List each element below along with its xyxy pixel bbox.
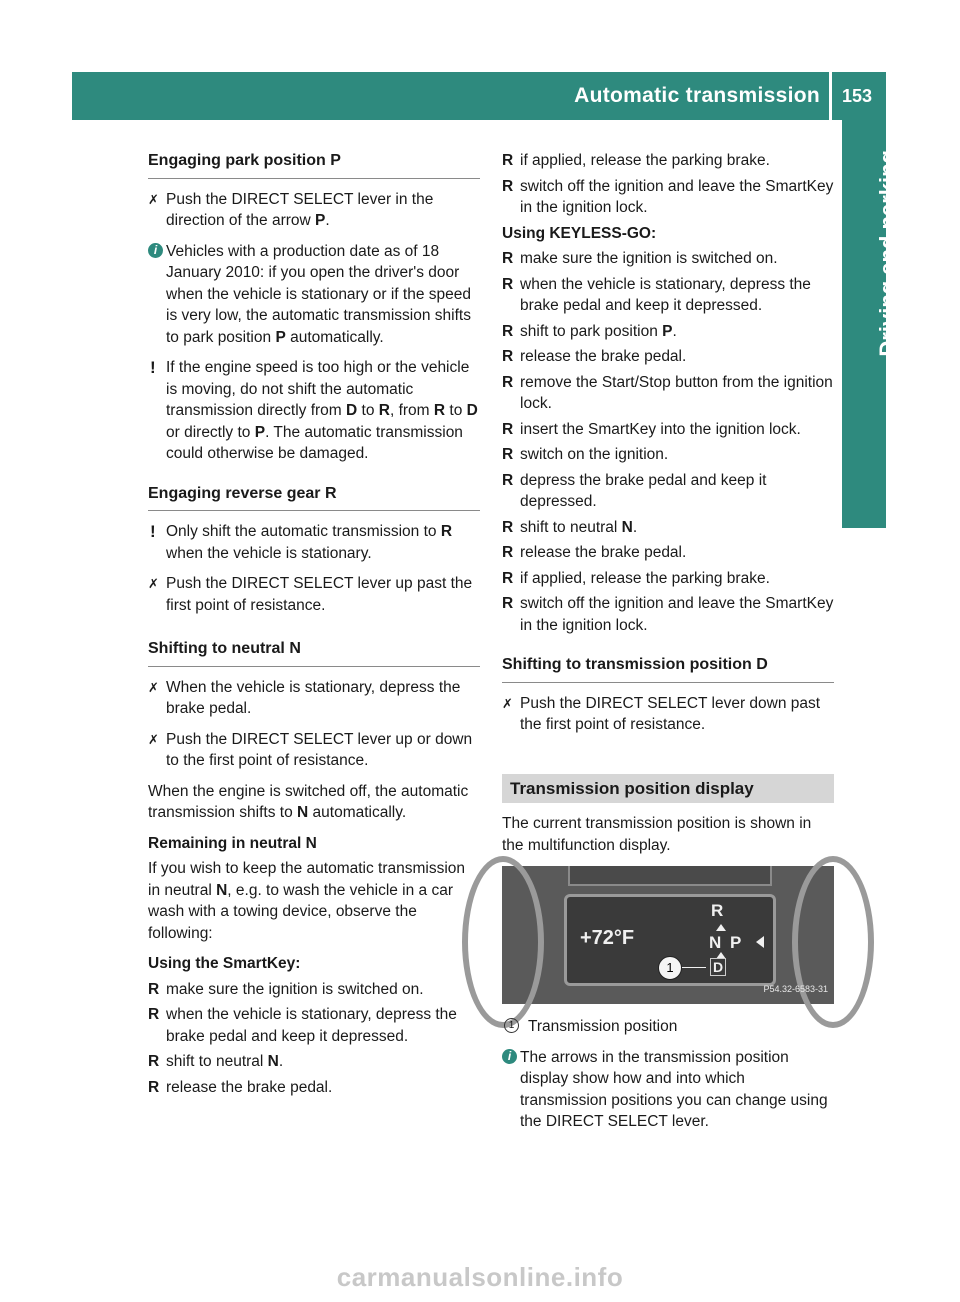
- list-item-text: release the brake pedal.: [520, 348, 687, 365]
- paragraph-text-bold: N: [216, 881, 228, 899]
- list-item: [502, 372, 834, 415]
- figure-code: P54.32-6583-31: [763, 983, 828, 994]
- warning-text-bold: D: [466, 402, 478, 419]
- warning-text-bold: D: [346, 402, 358, 419]
- bullet-icon: R: [502, 595, 514, 612]
- heading-engaging-park: Engaging park position P: [148, 150, 480, 179]
- heading-engaging-reverse: Engaging reverse gear R: [148, 483, 480, 512]
- warning-note: [148, 521, 480, 564]
- step-item: [148, 573, 480, 616]
- warning-note: [148, 357, 480, 465]
- step-item: [148, 189, 480, 232]
- paragraph: The current transmission position is shown in the multifunction display.: [502, 815, 812, 854]
- warning-text-bold: R: [440, 523, 453, 540]
- bullet-icon: R: [502, 322, 514, 340]
- list-item-text: .: [672, 322, 677, 340]
- page-number: 153: [842, 86, 873, 106]
- step-item: [148, 677, 480, 720]
- note-text-bold: P: [275, 328, 286, 346]
- list-item: [502, 444, 834, 466]
- bullet-icon: R: [148, 980, 160, 998]
- list-item-text: .: [632, 518, 638, 536]
- info-icon: i: [502, 1049, 517, 1064]
- note-text: Vehicles with a production date as of 18 January 2010: if you open the driver's door when the vehicle is stationary or if the speed is very low, the automatic transmission shifts to park position: [166, 242, 472, 346]
- bullet-icon: R: [502, 518, 514, 536]
- list-item: [502, 542, 834, 564]
- list-item: [148, 979, 480, 1001]
- list-item-text: release the brake pedal.: [166, 1078, 333, 1096]
- left-column: [148, 150, 480, 1102]
- bullet-icon: R: [502, 348, 514, 365]
- list-item-text: make sure the ignition is switched on.: [520, 250, 778, 267]
- list-item-text: switch off the ignition and leave the SmartKey in the ignition lock.: [520, 595, 834, 634]
- list-item: [148, 1077, 480, 1099]
- list-item-text-bold: N: [621, 518, 633, 536]
- info-note: [502, 1047, 834, 1133]
- paragraph: [148, 781, 480, 824]
- step-arrow-icon: ✗: [148, 731, 159, 747]
- bullet-icon: R: [148, 1078, 160, 1096]
- list-item-text: shift to neutral: [166, 1053, 268, 1070]
- step-text-bold: P: [315, 212, 326, 229]
- bullet-icon: R: [502, 544, 514, 561]
- warning-text-bold: R: [433, 402, 446, 419]
- warning-text-bold: R: [378, 402, 390, 419]
- list-item: [502, 593, 834, 636]
- list-item-text: make sure the ignition is switched on.: [166, 980, 424, 998]
- bullet-icon: R: [502, 373, 514, 391]
- list-item-text: insert the SmartKey into the ignition lock.: [520, 420, 801, 438]
- list-item: [502, 517, 834, 539]
- legend-text: Transmission position: [528, 1018, 678, 1035]
- paragraph-text: If you wish to keep the automatic transmission in neutral: [148, 860, 466, 899]
- warning-text: Only shift the automatic transmission to: [166, 523, 441, 540]
- step-text: Push the DIRECT SELECT lever down past the first point of resistance.: [520, 694, 821, 733]
- left-gauge-arc: [462, 856, 544, 1028]
- warning-text: or directly to: [166, 423, 255, 441]
- heading-shifting-drive: Shifting to transmission position D: [502, 654, 834, 683]
- info-icon: i: [148, 243, 163, 258]
- list-item-text: depress the brake pedal and keep it depressed.: [520, 471, 767, 510]
- bullet-icon: R: [502, 250, 514, 267]
- display-top-bar: [568, 866, 772, 886]
- step-arrow-icon: ✗: [148, 191, 159, 207]
- warning-text: when the vehicle is stationary.: [166, 544, 372, 562]
- gear-np-label: N P: [709, 933, 744, 952]
- list-item-text: when the vehicle is stationary, depress the brake pedal and keep it depressed.: [166, 1006, 457, 1045]
- subheading-using-keyless-go: Using KEYLESS-GO:: [502, 224, 657, 242]
- callout-leader-line: [682, 967, 706, 968]
- step-text: When the vehicle is stationary, depress the brake pedal.: [166, 678, 461, 717]
- bullet-icon: R: [148, 1006, 160, 1023]
- list-item: [502, 419, 834, 441]
- step-text: .: [325, 212, 330, 229]
- bullet-icon: R: [502, 471, 514, 489]
- step-text: Push the DIRECT SELECT lever in the direction of the arrow: [166, 190, 434, 229]
- list-item-text: if applied, release the parking brake.: [520, 569, 770, 587]
- heading-shifting-neutral: Shifting to neutral N: [148, 638, 480, 667]
- list-item-text: switch off the ignition and leave the SmartKey in the ignition lock.: [520, 177, 834, 216]
- legend-number: 1: [504, 1018, 519, 1033]
- list-item: [502, 568, 834, 590]
- subheading-using-smartkey: Using the SmartKey:: [148, 955, 301, 972]
- page-header-title: Automatic transmission: [574, 84, 820, 107]
- figure-legend-item: [502, 1016, 834, 1038]
- warning-text: to: [445, 402, 467, 419]
- temperature-readout: +72°F: [580, 927, 635, 949]
- watermark: carmanualsonline.info: [336, 1262, 624, 1292]
- list-item-text: .: [278, 1053, 284, 1070]
- list-item: [502, 470, 834, 513]
- bullet-icon: R: [502, 446, 514, 463]
- warning-icon: !: [150, 522, 156, 541]
- gear-d-label: D: [710, 958, 726, 976]
- bullet-icon: R: [502, 569, 514, 587]
- list-item-text: release the brake pedal.: [520, 544, 687, 561]
- info-note: [148, 241, 480, 349]
- list-item: [502, 150, 834, 172]
- list-item-text: switch on the ignition.: [520, 446, 669, 463]
- list-item: [148, 1051, 480, 1073]
- side-chapter-label-wrap: [842, 150, 900, 490]
- bullet-icon: R: [502, 152, 514, 169]
- paragraph: [148, 858, 480, 944]
- paragraph-text: automatically.: [308, 804, 407, 821]
- warning-text: If the engine speed is too high or the vehicle is moving, do not shift the automatic transmission directly from: [166, 359, 470, 419]
- arrow-up-icon: [716, 924, 726, 931]
- warning-text-bold: P: [254, 423, 266, 441]
- bullet-icon: R: [148, 1053, 160, 1070]
- list-item-text: if applied, release the parking brake.: [520, 152, 770, 169]
- step-arrow-icon: ✗: [148, 679, 159, 695]
- subheading-remaining-neutral: Remaining in neutral N: [148, 834, 317, 852]
- gear-r-label: R: [711, 901, 724, 920]
- list-item-text: shift to park position: [520, 322, 663, 340]
- right-gauge-arc: [792, 856, 874, 1028]
- list-item: [502, 346, 834, 368]
- bullet-icon: R: [502, 275, 514, 293]
- list-item-text: shift to neutral: [520, 518, 622, 536]
- list-item-text-bold: N: [267, 1053, 279, 1070]
- paragraph-text-bold: N: [297, 804, 309, 821]
- step-item: [502, 693, 834, 736]
- callout-number: 1: [658, 956, 682, 980]
- paragraph-text: When the engine is switched off, the automatic transmission shifts to: [148, 782, 469, 821]
- warning-text: to: [357, 402, 379, 419]
- note-text: The arrows in the transmission position display show how and into which transmission positions you can change using the DIRECT SELECT lever.: [520, 1048, 828, 1130]
- warning-icon: !: [150, 358, 156, 377]
- step-item: [148, 729, 480, 772]
- list-item: [502, 248, 834, 270]
- bullet-icon: R: [502, 177, 514, 195]
- step-text: Push the DIRECT SELECT lever up past the first point of resistance.: [166, 575, 473, 614]
- list-item: [148, 1004, 480, 1047]
- list-item-text: remove the Start/Stop button from the ignition lock.: [520, 373, 833, 412]
- multifunction-display-figure: [502, 866, 834, 1004]
- step-text: Push the DIRECT SELECT lever up or down to the first point of resistance.: [166, 730, 473, 769]
- warning-text: , from: [389, 402, 434, 419]
- step-arrow-icon: ✗: [502, 695, 513, 711]
- bullet-icon: R: [502, 420, 514, 438]
- note-text: automatically.: [285, 328, 384, 346]
- warning-text: . The automatic transmission could otherwise be damaged.: [166, 423, 463, 462]
- list-item: [502, 321, 834, 343]
- step-arrow-icon: ✗: [148, 576, 159, 591]
- side-chapter-label: Driving and parking: [875, 150, 900, 357]
- paragraph-text: , e.g. to wash the vehicle in a car wash with a towing device, observe the following:: [148, 881, 454, 942]
- heading-transmission-position-display: Transmission position display: [502, 774, 834, 804]
- list-item-text-bold: P: [662, 322, 673, 340]
- list-item: [502, 274, 834, 317]
- arrow-left-icon: [756, 936, 764, 948]
- right-column: [502, 150, 834, 1142]
- list-item: [502, 176, 834, 219]
- header-divider: [829, 72, 832, 120]
- list-item-text: when the vehicle is stationary, depress the brake pedal and keep it depressed.: [520, 275, 811, 314]
